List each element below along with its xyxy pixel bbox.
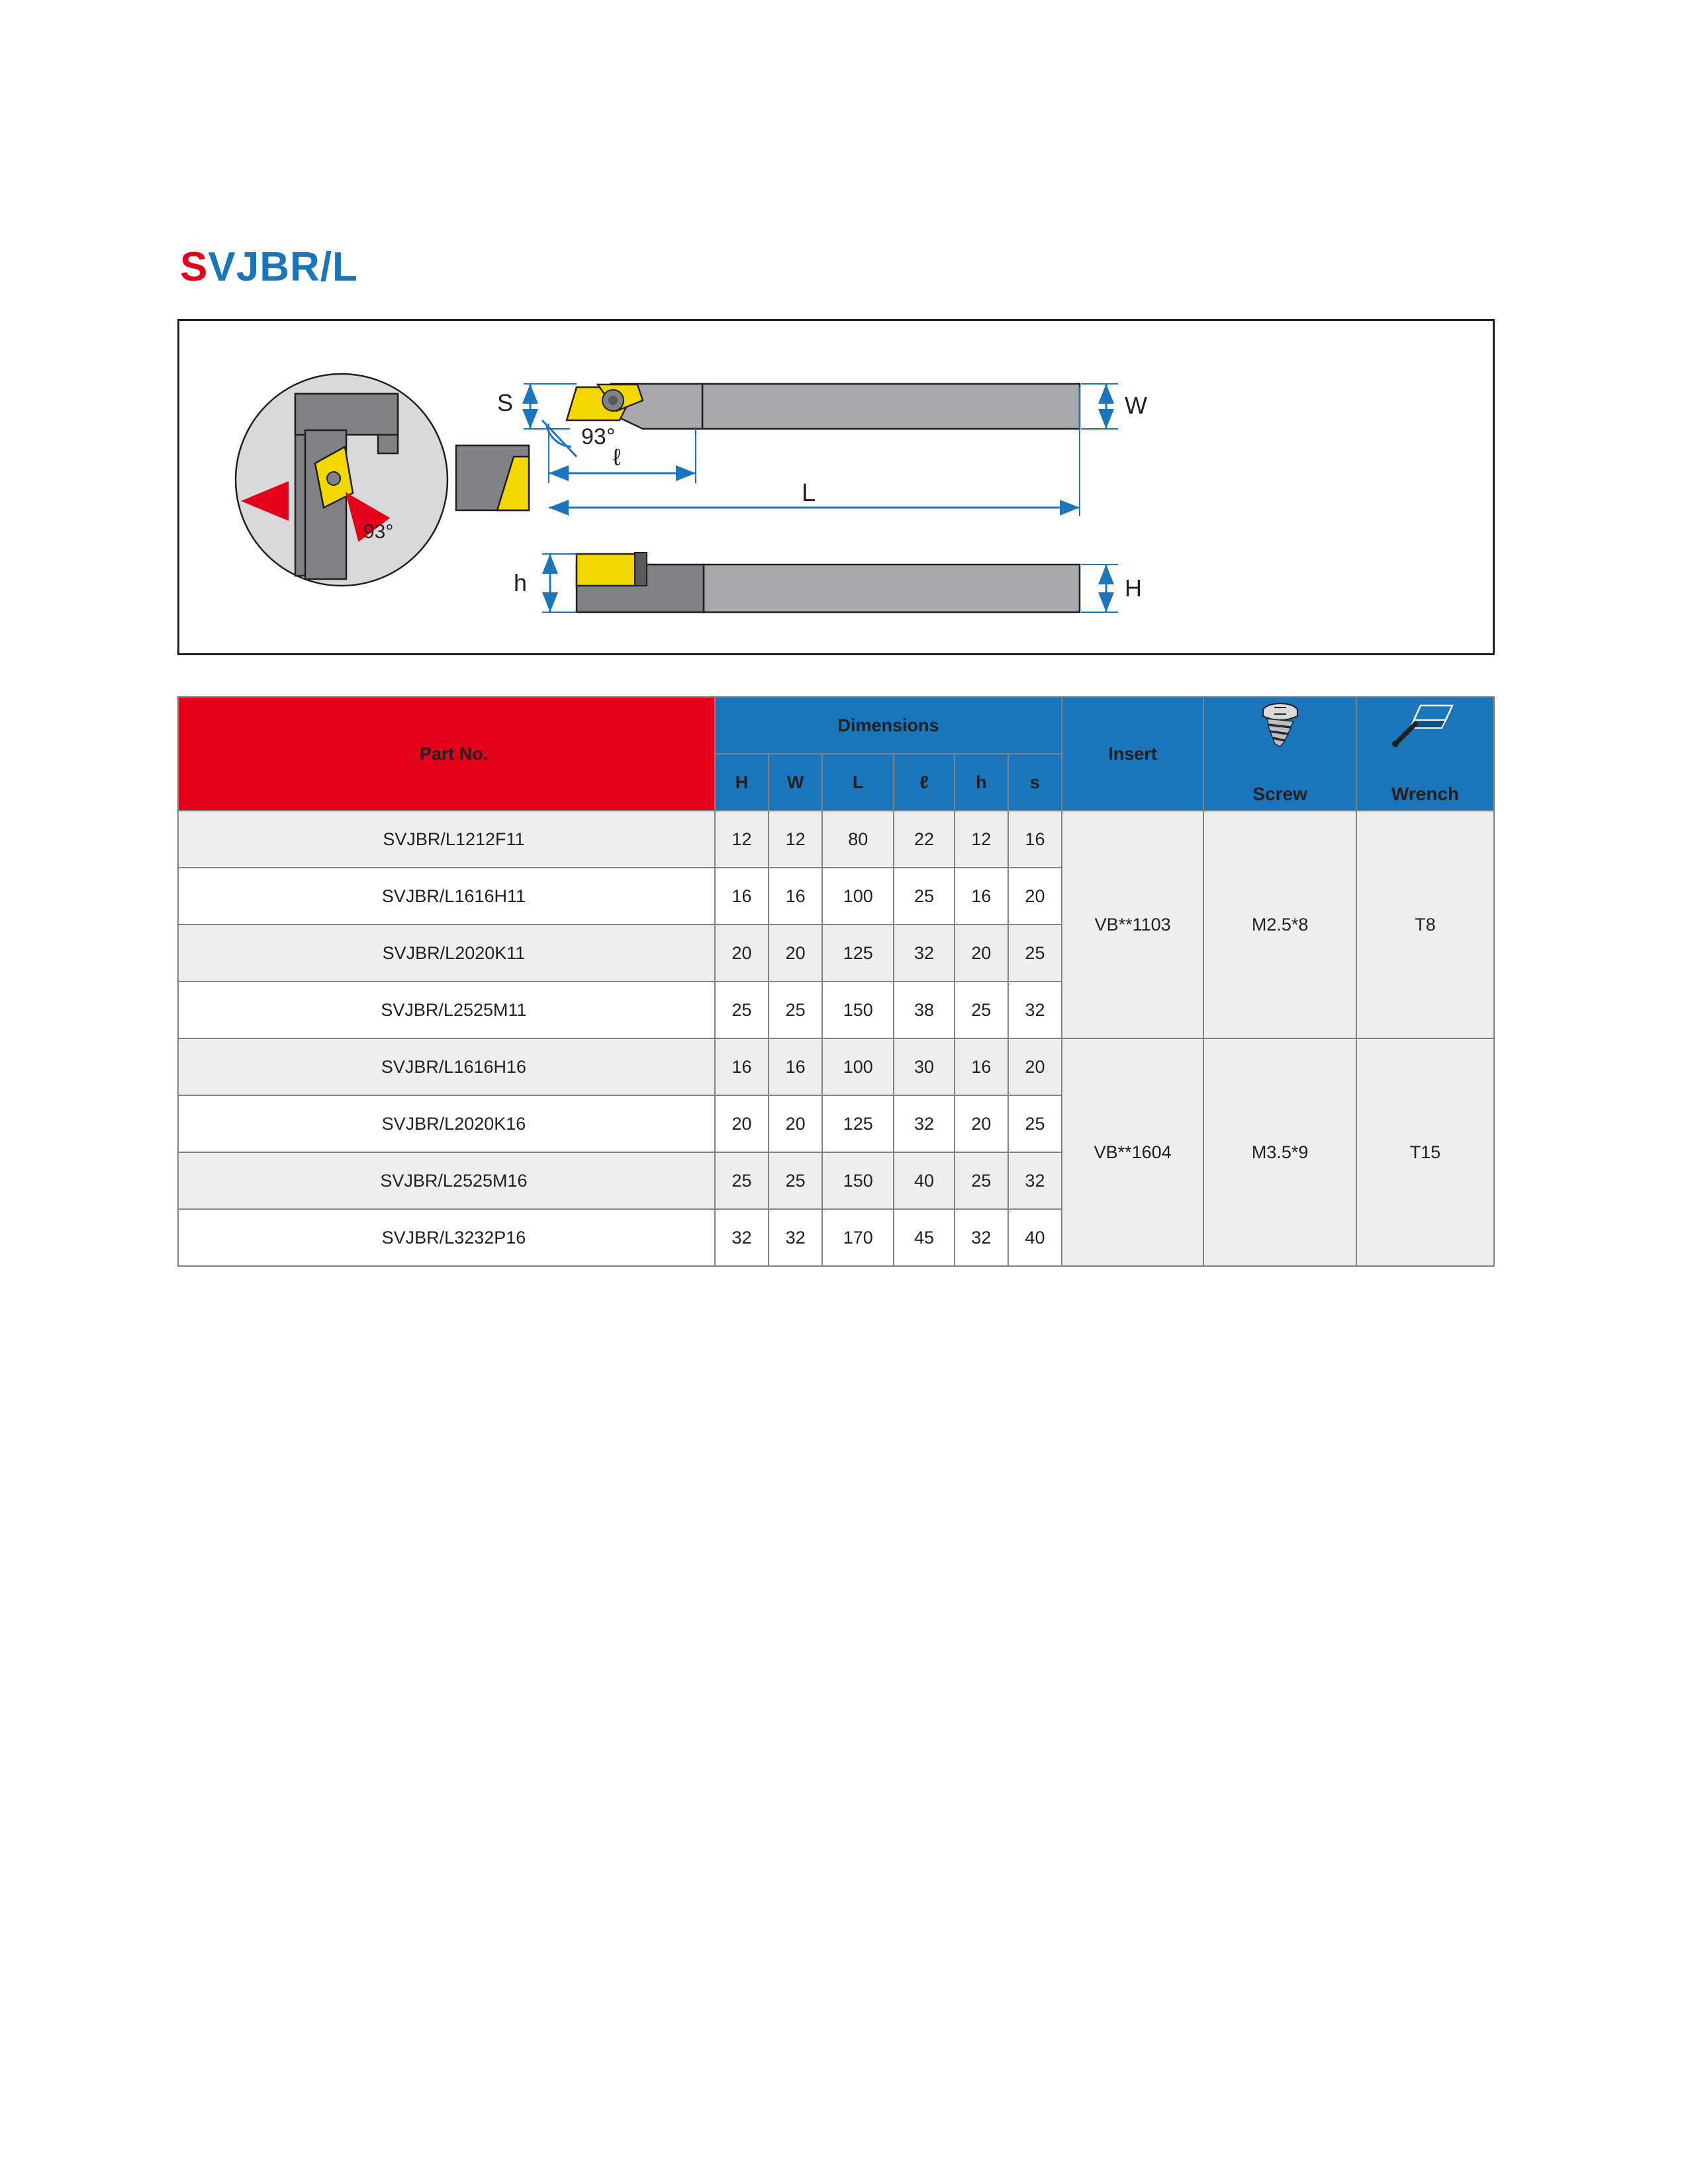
header-dim-W: W — [769, 754, 822, 811]
cell-insert-group-1: VB**1103 — [1062, 811, 1203, 1038]
cell-W: 32 — [769, 1209, 822, 1266]
cell-wrench-group-2: T15 — [1356, 1038, 1494, 1266]
table-row[interactable] — [178, 811, 1494, 868]
cell-part-no: SVJBR/L3232P16 — [178, 1209, 715, 1266]
cell-s: 32 — [1008, 981, 1062, 1038]
title-first-letter: S — [180, 244, 209, 290]
cell-W: 20 — [769, 1095, 822, 1152]
figure-panel — [177, 319, 1495, 655]
dim-s-label: S — [497, 389, 514, 416]
front-view — [236, 374, 447, 586]
cell-s: 25 — [1008, 1095, 1062, 1152]
cell-H: 25 — [715, 981, 769, 1038]
cell-ell: 38 — [894, 981, 954, 1038]
side-view — [514, 553, 1142, 612]
header-wrench-label: Wrench — [1391, 784, 1460, 804]
cell-screw-group-2: M3.5*9 — [1203, 1038, 1356, 1266]
cell-H: 20 — [715, 1095, 769, 1152]
cell-L: 100 — [822, 868, 894, 925]
cell-h: 16 — [955, 1038, 1008, 1095]
cell-ell: 40 — [894, 1152, 954, 1209]
cell-part-no: SVJBR/L2020K16 — [178, 1095, 715, 1152]
cell-part-no: SVJBR/L2525M11 — [178, 981, 715, 1038]
cell-part-no: SVJBR/L1616H16 — [178, 1038, 715, 1095]
cell-L: 150 — [822, 1152, 894, 1209]
cell-L: 125 — [822, 1095, 894, 1152]
header-part-no: Part No. — [178, 697, 715, 811]
cell-W: 16 — [769, 868, 822, 925]
specification-table — [177, 696, 1495, 1267]
cell-s: 25 — [1008, 925, 1062, 981]
header-insert: Insert — [1062, 697, 1203, 811]
screw-icon — [1252, 702, 1308, 754]
table-header-row-1 — [178, 697, 1494, 754]
top-angle-label: 93° — [581, 424, 616, 449]
cell-s: 32 — [1008, 1152, 1062, 1209]
dim-H-label: H — [1125, 574, 1142, 602]
title-rest: VJBR/L — [208, 244, 358, 290]
cell-s: 40 — [1008, 1209, 1062, 1266]
cell-W: 25 — [769, 1152, 822, 1209]
cell-H: 16 — [715, 1038, 769, 1095]
top-view — [497, 384, 1147, 516]
page-title — [180, 244, 358, 291]
dim-h-label: h — [514, 569, 528, 596]
cell-H: 12 — [715, 811, 769, 868]
cell-ell: 30 — [894, 1038, 954, 1095]
cell-ell: 32 — [894, 1095, 954, 1152]
cell-part-no: SVJBR/L1212F11 — [178, 811, 715, 868]
cell-h: 20 — [955, 925, 1008, 981]
cell-h: 16 — [955, 868, 1008, 925]
cell-s: 16 — [1008, 811, 1062, 868]
front-angle-label: 93° — [363, 521, 394, 543]
dim-W-label: W — [1125, 392, 1147, 419]
header-screw — [1203, 697, 1356, 811]
wrench-icon — [1389, 702, 1462, 752]
header-dim-s: s — [1008, 754, 1062, 811]
cell-screw-group-1: M2.5*8 — [1203, 811, 1356, 1038]
cell-s: 20 — [1008, 868, 1062, 925]
header-wrench — [1356, 697, 1494, 811]
cell-ell: 45 — [894, 1209, 954, 1266]
cell-h: 20 — [955, 1095, 1008, 1152]
cell-W: 12 — [769, 811, 822, 868]
cell-insert-group-2: VB**1604 — [1062, 1038, 1203, 1266]
cell-h: 32 — [955, 1209, 1008, 1266]
header-dim-L: L — [822, 754, 894, 811]
cell-W: 20 — [769, 925, 822, 981]
cell-H: 32 — [715, 1209, 769, 1266]
cell-H: 16 — [715, 868, 769, 925]
dim-ell-label: ℓ — [613, 443, 621, 471]
cell-H: 20 — [715, 925, 769, 981]
insert-shape-icon — [456, 445, 529, 510]
cell-ell: 22 — [894, 811, 954, 868]
cell-W: 16 — [769, 1038, 822, 1095]
cell-s: 20 — [1008, 1038, 1062, 1095]
cell-part-no: SVJBR/L1616H11 — [178, 868, 715, 925]
cell-h: 25 — [955, 981, 1008, 1038]
table-row[interactable] — [178, 1038, 1494, 1095]
header-screw-label: Screw — [1252, 784, 1307, 804]
header-dimensions: Dimensions — [715, 697, 1062, 754]
dim-L-label: L — [802, 479, 816, 507]
cell-part-no: SVJBR/L2525M16 — [178, 1152, 715, 1209]
cell-ell: 32 — [894, 925, 954, 981]
cell-part-no: SVJBR/L2020K11 — [178, 925, 715, 981]
cell-L: 80 — [822, 811, 894, 868]
cell-ell: 25 — [894, 868, 954, 925]
header-dim-h: h — [955, 754, 1008, 811]
cell-W: 25 — [769, 981, 822, 1038]
header-dim-H: H — [715, 754, 769, 811]
cell-wrench-group-1: T8 — [1356, 811, 1494, 1038]
cell-h: 25 — [955, 1152, 1008, 1209]
cell-L: 100 — [822, 1038, 894, 1095]
tool-diagram — [179, 321, 1493, 653]
cell-h: 12 — [955, 811, 1008, 868]
header-dim-ell: ℓ — [894, 754, 954, 811]
cell-H: 25 — [715, 1152, 769, 1209]
cell-L: 125 — [822, 925, 894, 981]
cell-L: 170 — [822, 1209, 894, 1266]
cell-L: 150 — [822, 981, 894, 1038]
